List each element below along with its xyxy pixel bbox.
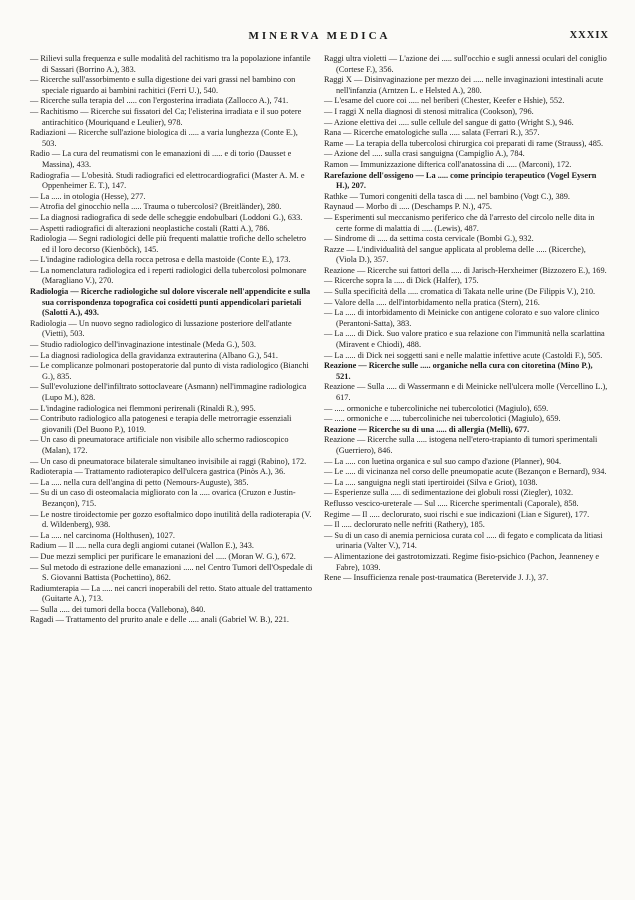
- index-entry: Reazione — Ricerche sulla ..... istogena nell'etero-trapianto di tumori sperimentali (Guerriero), 846.: [324, 435, 598, 455]
- index-entry: — ..... ormoniche e tubercoliniche nei tubercolotici (Magiulo), 659.: [324, 403, 549, 413]
- index-entry: Reflusso vescico-ureterale — Sul ..... Ricerche sperimentali (Caporale), 858.: [324, 498, 579, 508]
- page-number: XXXIX: [569, 30, 609, 41]
- index-entry: — Esperimenti sul meccanismo periferico che dà l'arresto del circolo nelle dita in certe forme di malattia di ..... (Lewis), 487.: [324, 212, 595, 233]
- index-entry: — La ..... in otologia (Hesse), 277.: [30, 191, 146, 201]
- left-column: [30, 54, 314, 626]
- index-entry: Reazione — Sulla ..... di Wassermann e di Meinicke nell'ulcera molle (Vercellino L.), 617.: [324, 382, 608, 402]
- index-entry: — La ..... di Dick nei soggetti sani e nelle malattie infettive acute (Castoldi F.), 505.: [324, 350, 603, 360]
- index-entry: Radiologia — Ricerche radiologiche sul dolore viscerale nell'appendicite e sulla sua corrispondenza topografica coi cosidetti punti appendicolari parietali (Salotti A.), 493.: [30, 287, 311, 318]
- index-entry: Rana — Ricerche ematologiche sulla ..... salata (Ferrari R.), 357.: [324, 128, 540, 138]
- index-entry: — Sindrome di ..... da settima costa cervicale (Bombi G.), 932.: [324, 234, 534, 244]
- index-entry: Rathke — Tumori congeniti della tasca di ..... nel bambino (Vogt C.), 389.: [324, 191, 570, 201]
- index-entry: — Atrofia del ginocchio nella ..... Trauma o tubercolosi? (Breitländer), 280.: [30, 202, 282, 212]
- index-entry: Reazione — Ricerche su di una ..... di allergia (Melli), 677.: [324, 424, 530, 434]
- index-entry: — Il ..... declorurato nelle nefriti (Rathery), 185.: [324, 520, 485, 530]
- index-entry: — L'indagine radiologica della rocca petrosa e della mastoide (Conte E.), 173.: [30, 255, 291, 265]
- index-entry: — Ricerche sulla terapia del ..... con l'ergosterina irradiata (Zallocco A.), 741.: [30, 96, 289, 106]
- index-entry: — La ..... di Dick. Suo valore pratico e sua relazione con l'immunità nella scarlattina (Miravent e Chiodi), 488.: [324, 329, 605, 350]
- index-entry: Rene — Insufficienza renale post-traumatica (Bereterviđe J. J.), 37.: [324, 573, 549, 583]
- index-entry: — Un caso di pneumatorace bilaterale simultaneo invisibile ai raggi (Rabino), 172.: [30, 456, 307, 466]
- index-entry: Rarefazione dell'ossigeno — La ..... come principio terapeutico (Vogel Eysern H.), 207.: [324, 170, 597, 191]
- index-entry: — Un caso di pneumatorace artificiale non visibile allo schermo radioscopico (Malan), 172.: [30, 435, 289, 455]
- index-entry: — ..... ormoniche e ..... tubercoliniche nei tubercolotici (Magiulo), 659.: [324, 414, 561, 424]
- index-entry: — Su di un caso di anemia perniciosa curata col ..... di fegato e complicata da litiasi urinaria (Valter V.), 714.: [324, 530, 603, 551]
- index-entry: — Su di un caso di osteomalacia migliorato con la ..... ovarica (Cruzon e Justin-Bezançon), 715.: [30, 488, 296, 508]
- index-entry: — Studio radiologico dell'invaginazione intestinale (Meda G.), 503.: [30, 340, 256, 350]
- index-entry: — Valore della ..... dell'intorbidamento nella pratica (Stern), 216.: [324, 297, 540, 307]
- index-entry: Raggi X — Disinvaginazione per mezzo dei ..... nelle invaginazioni intestinali acute nell'infanzia (Arntzen L. e Helsted A.), 280.: [324, 75, 604, 95]
- index-entry: — Rilievi sulla frequenza e sulle modalità del rachitismo tra la popolazione infantile di Sassari (Borrino A.), 383.: [30, 54, 311, 74]
- index-entry: — Contributo radiologico alla patogenesi e terapia delle metrorragie essenziali giovanili (Del Buono P.), 1019.: [30, 414, 292, 434]
- index-entry: Radium — Il ..... nella cura degli angiomi cutanei (Wallon E.), 343.: [30, 541, 254, 551]
- index-entry: — L'indagine radiologica nei flemmoni perirenali (Rinaldi R.), 995.: [30, 403, 256, 413]
- index-entry: Razze — L'individualità del sangue applicata al problema delle ..... (Ricerche), (Viola D.), 357.: [324, 244, 586, 265]
- index-entry: — Azione del ..... sulla crasi sanguigna (Campiglio A.), 784.: [324, 149, 525, 159]
- index-entry: — La diagnosi radiologica della gravidanza extrauterina (Albano G.), 541.: [30, 350, 278, 360]
- index-entry: — Alimentazione dei gastrotomizzati. Regime fisio-psichico (Pachon, Jeanneney e Fabre), 1039.: [324, 551, 600, 572]
- index-entry: Rame — La terapia della tubercolosi chirurgica coi preparati di rame (Strauss), 485.: [324, 138, 604, 148]
- index-entry: — La ..... di intorbidamento di Meinicke con antigene colorato e suo valore clinico (Perantoni-Satta), 383.: [324, 308, 600, 328]
- index-entry: Reazione — Ricerche sui fattori della ..... di Jarisch-Herxheimer (Bizzozero E.), 169.: [324, 265, 607, 275]
- index-entry: Reazione — Ricerche sulle ..... organiche nella cura con citoretina (Mino P.), 521.: [324, 361, 593, 381]
- index-entry: — La diagnosi radiografica di sede delle scheggie endobulbari (Loddoni G.), 633.: [30, 212, 303, 222]
- index-entry: — La ..... nel carcinoma (Holthusen), 1027.: [30, 530, 175, 540]
- index-entry: — Due mezzi semplici per purificare le emanazioni del ..... (Moran W. G.), 672.: [30, 551, 296, 561]
- index-entry: — Rachitismo — Ricerche sui fissatori del Ca; l'elisterina irradiata e il suo potere antirachitico (Mouriquand e Leulier), 978.: [30, 106, 302, 127]
- index-entry: Radiologia — Segni radiologici delle più frequenti malattie trofiche dello scheletro ed il loro decorso (Kienböck), 145.: [30, 234, 307, 254]
- index-entry: — Azione elettiva dei ..... sulle cellule del sangue di gatto (Wright S.), 946.: [324, 117, 574, 127]
- journal-title: MINERVA MEDICA: [248, 30, 391, 42]
- index-entry: Radiografia — L'obesità. Studi radiografici ed elettrocardiografici (Master A. M. e Oppenheimer E. T.), 147.: [30, 170, 305, 191]
- index-entry: Ramon — Immunizzazione difterica coll'anatossina di ..... (Marconi), 172.: [324, 159, 572, 169]
- index-entry: — Le nostre tiroidectomie per gozzo esoftalmico dopo inutilità della radioterapia (V. d. Wildenberg), 938.: [30, 509, 312, 530]
- index-entry: — Aspetti radiografici di alterazioni neoplastiche costali (Ratti A.), 786.: [30, 223, 270, 233]
- index-entry: Raynaud — Morbo di ..... (Deschamps P. N.), 475.: [324, 202, 492, 212]
- index-entry: — Sulla ..... dei tumori della bocca (Vallebona), 840.: [30, 604, 206, 614]
- index-entry: Radiumterapia — La ..... nei cancri inoperabili del retto. Stato attuale del trattamento (Guitarte A.), 713.: [30, 583, 312, 604]
- index-entry: Ragadi — Trattamento del prurito anale e delle ..... anali (Gabriel W. B.), 221.: [30, 615, 289, 625]
- index-entry: — Le ..... di vicinanza nel corso delle pneumopatie acute (Bezançon e Bernard), 934.: [324, 467, 607, 477]
- index-entry: Radioterapia — Trattamento radioterapico dell'ulcera gastrica (Pinòs A.), 36.: [30, 467, 286, 477]
- index-entry: — La nomenclatura radiologica ed i reperti radiologici della tubercolosi polmonare (Maragliano V.), 270.: [30, 265, 307, 286]
- index-entry: — I raggi X nella diagnosi di stenosi mitralica (Cookson), 796.: [324, 106, 534, 116]
- index-entry: — Sulla specificità della ..... cromatica di Takata nelle urine (De Filippis V.), 210.: [324, 287, 596, 297]
- index-entry: — Le complicanze polmonari postoperatorie dal punto di vista radiologico (Bianchi G.), 835.: [30, 361, 309, 381]
- index-entry: Radiazioni — Ricerche sull'azione biologica di ..... a varia lunghezza (Conte E.), 503.: [30, 128, 298, 148]
- page-header: [30, 30, 609, 46]
- index-entry: — Sul metodo di estrazione delle emanazioni ..... nel Centro Tumori dell'Ospedale di S. Giovanni Battista (Pochettino), 862.: [30, 562, 313, 583]
- index-entry: — Ricerche sull'assorbimento e sulla digestione dei vari grassi nel bambino con speciale riguardo ai bambini rachitici (Ferri U.), 540.: [30, 75, 296, 95]
- index-entry: Raggi ultra violetti — L'azione dei ..... sull'occhio e sugli annessi oculari del coniglio (Cortese F.), 356.: [324, 54, 607, 74]
- index-entry: — Ricerche sopra la ..... di Dick (Halfer), 175.: [324, 276, 479, 286]
- index-entry: — Esperienze sulla ..... di sedimentazione dei globuli rossi (Ziegler), 1032.: [324, 488, 574, 498]
- index-entry: — L'esame del cuore coi ..... nel beriberi (Chester, Keefer e Hshie), 552.: [324, 96, 565, 106]
- index-entry: — La ..... sanguigna negli stati ipertiroidei (Silva e Griot), 1038.: [324, 477, 538, 487]
- index-entry: Radiologia — Un nuovo segno radiologico di lussazione posteriore dell'atlante (Vietti), 503.: [30, 318, 292, 339]
- index-entry: — Sull'evoluzione dell'infiltrato sottoclaveare (Asmann) nell'immagine radiologica (Lupo M.), 828.: [30, 382, 307, 402]
- index-entry: Regime — Il ..... declorurato, suoi rischi e sue indicazioni (Lian e Siguret), 177.: [324, 509, 590, 519]
- index-columns: [30, 54, 609, 626]
- index-entry: — La ..... con luetina organica e sul suo campo d'azione (Planner), 904.: [324, 456, 562, 466]
- index-entry: Radio — La cura del reumatismi con le emanazioni di ..... e di torio (Dausset e Massina), 433.: [30, 149, 292, 169]
- index-entry: — La ..... nella cura dell'angina di petto (Nemours-Auguste), 385.: [30, 477, 249, 487]
- right-column: [324, 54, 608, 626]
